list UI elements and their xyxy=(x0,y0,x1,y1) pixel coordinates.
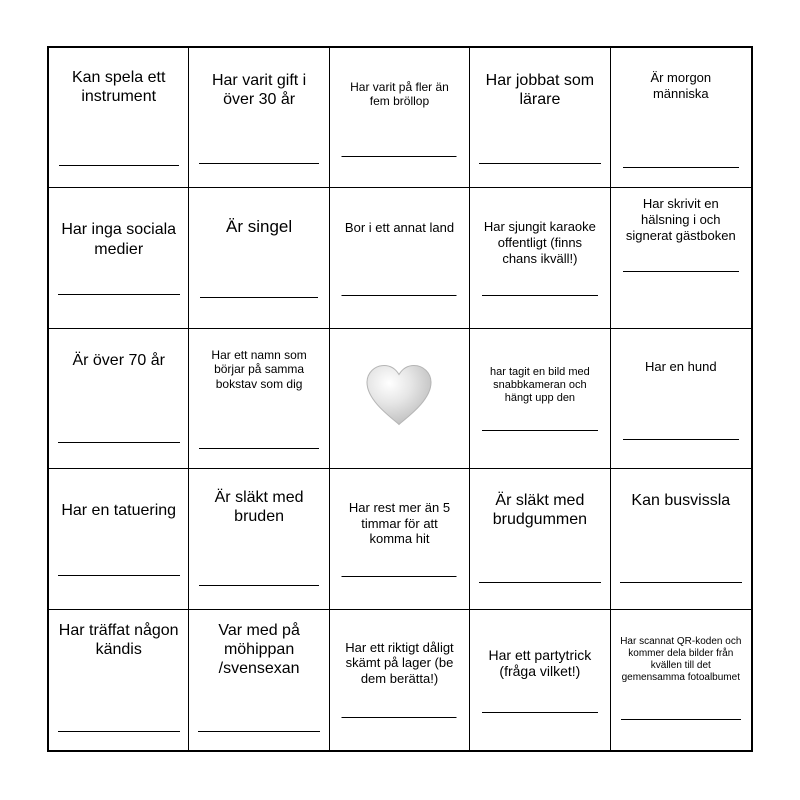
cell-label: Har varit gift i över 30 år xyxy=(211,72,307,109)
cell-label: Har ett riktigt dåligt skämt på lager (be dem berätta!) xyxy=(345,639,454,686)
cell-label: Har ett partytrick (fråga vilket!) xyxy=(488,646,592,680)
bingo-cell[interactable] xyxy=(470,329,610,469)
signature-line[interactable] xyxy=(620,582,742,583)
bingo-cell[interactable] xyxy=(611,469,751,609)
signature-line[interactable] xyxy=(342,576,457,577)
cell-label: Är singel xyxy=(226,217,293,237)
signature-line[interactable] xyxy=(200,297,318,298)
cell-label: Bor i ett annat land xyxy=(344,220,455,236)
signature-line[interactable] xyxy=(58,442,180,443)
signature-line[interactable] xyxy=(621,719,741,720)
bingo-cell[interactable] xyxy=(49,469,189,609)
bingo-cell[interactable] xyxy=(189,610,329,750)
bingo-cell[interactable] xyxy=(49,188,189,328)
cell-label: Kan busvissla xyxy=(631,492,731,510)
signature-line[interactable] xyxy=(482,430,598,431)
signature-line[interactable] xyxy=(342,295,457,296)
bingo-cell[interactable] xyxy=(330,610,470,750)
bingo-cell[interactable] xyxy=(189,48,329,188)
bingo-cell[interactable] xyxy=(330,469,470,609)
signature-line[interactable] xyxy=(623,439,739,440)
bingo-board xyxy=(47,46,753,752)
bingo-cell[interactable] xyxy=(611,188,751,328)
bingo-cell[interactable] xyxy=(189,188,329,328)
signature-line[interactable] xyxy=(482,712,598,713)
cell-label: Är släkt med brudgummen xyxy=(492,492,588,529)
signature-line[interactable] xyxy=(482,295,598,296)
signature-line[interactable] xyxy=(479,582,601,583)
signature-line[interactable] xyxy=(623,271,739,272)
signature-line[interactable] xyxy=(198,731,320,732)
bingo-cell[interactable] xyxy=(611,48,751,188)
cell-label: Har scannat QR-koden och kommer dela bilder från kvällen till det gemensamma fotoalbumet xyxy=(620,635,742,683)
bingo-cell[interactable] xyxy=(611,610,751,750)
bingo-cell[interactable] xyxy=(189,469,329,609)
cell-label: Har sjungit karaoke offentligt (finns chans ikväll!) xyxy=(483,219,596,266)
signature-line[interactable] xyxy=(199,585,319,586)
bingo-cell xyxy=(330,329,470,469)
bingo-cell[interactable] xyxy=(611,329,751,469)
signature-line[interactable] xyxy=(58,575,180,576)
cell-label: har tagit en bild med snabbkameran och hängt upp den xyxy=(490,365,590,405)
bingo-cell[interactable] xyxy=(330,188,470,328)
signature-line[interactable] xyxy=(199,163,319,164)
cell-label: Har ett namn som börjar på samma bokstav som dig xyxy=(211,347,307,391)
bingo-cell[interactable] xyxy=(49,48,189,188)
cell-label: Är över 70 år xyxy=(72,351,165,369)
cell-label: Är släkt med bruden xyxy=(214,489,304,526)
signature-line[interactable] xyxy=(342,156,457,157)
heart-icon xyxy=(364,364,434,433)
cell-label: Har inga sociala medier xyxy=(61,221,177,258)
cell-label: Var med på möhippan /svensexan xyxy=(218,621,300,677)
bingo-cell[interactable] xyxy=(189,329,329,469)
signature-line[interactable] xyxy=(59,165,179,166)
cell-label: Har träffat någon kändis xyxy=(58,621,179,658)
cell-label: Kan spela ett instrument xyxy=(71,69,166,106)
signature-line[interactable] xyxy=(623,167,739,168)
bingo-cell[interactable] xyxy=(470,188,610,328)
bingo-cell[interactable] xyxy=(49,610,189,750)
bingo-cell[interactable] xyxy=(330,48,470,188)
cell-label: Har varit på fler än fem bröllop xyxy=(350,80,449,109)
cell-label: Har rest mer än 5 timmar för att komma hit xyxy=(348,500,451,547)
signature-line[interactable] xyxy=(342,717,457,718)
bingo-cell[interactable] xyxy=(470,48,610,188)
cell-label: Har jobbat som lärare xyxy=(485,72,595,109)
cell-label: Har skrivit en hälsning i och signerat gästboken xyxy=(625,196,736,243)
bingo-cell[interactable] xyxy=(470,469,610,609)
signature-line[interactable] xyxy=(479,163,601,164)
cell-label: Har en tatuering xyxy=(61,502,177,520)
cell-label: Är morgon människa xyxy=(650,70,712,101)
bingo-cell[interactable] xyxy=(49,329,189,469)
signature-line[interactable] xyxy=(199,448,319,449)
signature-line[interactable] xyxy=(58,731,180,732)
cell-label: Har en hund xyxy=(645,358,717,374)
signature-line[interactable] xyxy=(58,294,180,295)
bingo-cell[interactable] xyxy=(470,610,610,750)
